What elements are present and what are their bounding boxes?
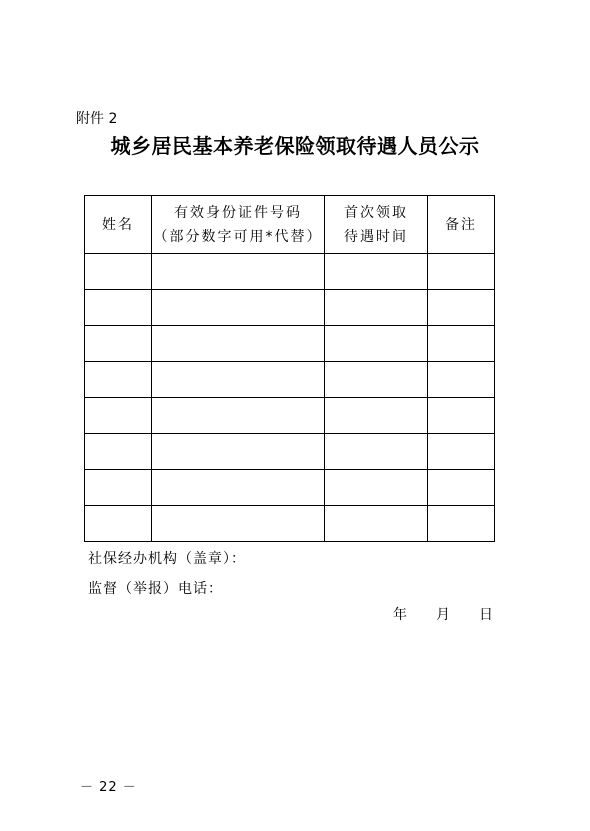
cell-first-time [325, 290, 428, 326]
cell-name [85, 290, 152, 326]
cell-first-time [325, 506, 428, 542]
cell-id-number [152, 362, 325, 398]
header-first-line2: 待遇时间 [344, 228, 408, 245]
cell-first-time [325, 362, 428, 398]
table-row [85, 470, 495, 506]
cell-name [85, 326, 152, 362]
cell-remarks [428, 326, 495, 362]
beneficiary-table [84, 195, 495, 542]
cell-remarks [428, 506, 495, 542]
cell-first-time [325, 254, 428, 290]
table-row [85, 506, 495, 542]
header-remarks [428, 196, 495, 254]
table-body [85, 254, 495, 542]
date-year: 年 [393, 607, 407, 623]
table-row [85, 290, 495, 326]
header-name-label: 姓名 [102, 216, 134, 233]
cell-remarks [428, 290, 495, 326]
agency-seal-label: 社保经办机构（盖章）： [88, 551, 246, 567]
header-id-line2: （部分数字可用*代替） [153, 228, 323, 245]
cell-first-time [325, 398, 428, 434]
page-number: － 22 － [80, 780, 137, 795]
cell-id-number [152, 326, 325, 362]
header-id-number [152, 196, 325, 254]
cell-name [85, 254, 152, 290]
cell-remarks [428, 362, 495, 398]
cell-first-time [325, 470, 428, 506]
cell-remarks [428, 434, 495, 470]
cell-remarks [428, 398, 495, 434]
header-name [85, 196, 152, 254]
table-row [85, 398, 495, 434]
header-first-time [325, 196, 428, 254]
attachment-label: 附件 2 [76, 111, 118, 127]
cell-remarks [428, 254, 495, 290]
cell-id-number [152, 434, 325, 470]
table-row [85, 362, 495, 398]
table-row [85, 434, 495, 470]
cell-name [85, 470, 152, 506]
cell-name [85, 398, 152, 434]
cell-id-number [152, 398, 325, 434]
header-id-line1: 有效身份证件号码 [174, 204, 302, 221]
supervision-hotline-label: 监督（举报）电话： [88, 581, 223, 597]
table-row [85, 254, 495, 290]
header-first-line1: 首次领取 [344, 204, 408, 221]
cell-name [85, 362, 152, 398]
cell-id-number [152, 506, 325, 542]
cell-name [85, 434, 152, 470]
date-line [393, 606, 493, 624]
header-remarks-label: 备注 [445, 216, 477, 233]
cell-id-number [152, 290, 325, 326]
cell-id-number [152, 470, 325, 506]
cell-remarks [428, 470, 495, 506]
date-day: 日 [479, 607, 493, 623]
cell-first-time [325, 326, 428, 362]
date-month: 月 [436, 607, 450, 623]
table-header [85, 196, 495, 254]
document-title: 城乡居民基本养老保险领取待遇人员公示 [110, 134, 480, 158]
cell-id-number [152, 254, 325, 290]
table-row [85, 326, 495, 362]
header-row [85, 196, 495, 254]
cell-first-time [325, 434, 428, 470]
cell-name [85, 506, 152, 542]
